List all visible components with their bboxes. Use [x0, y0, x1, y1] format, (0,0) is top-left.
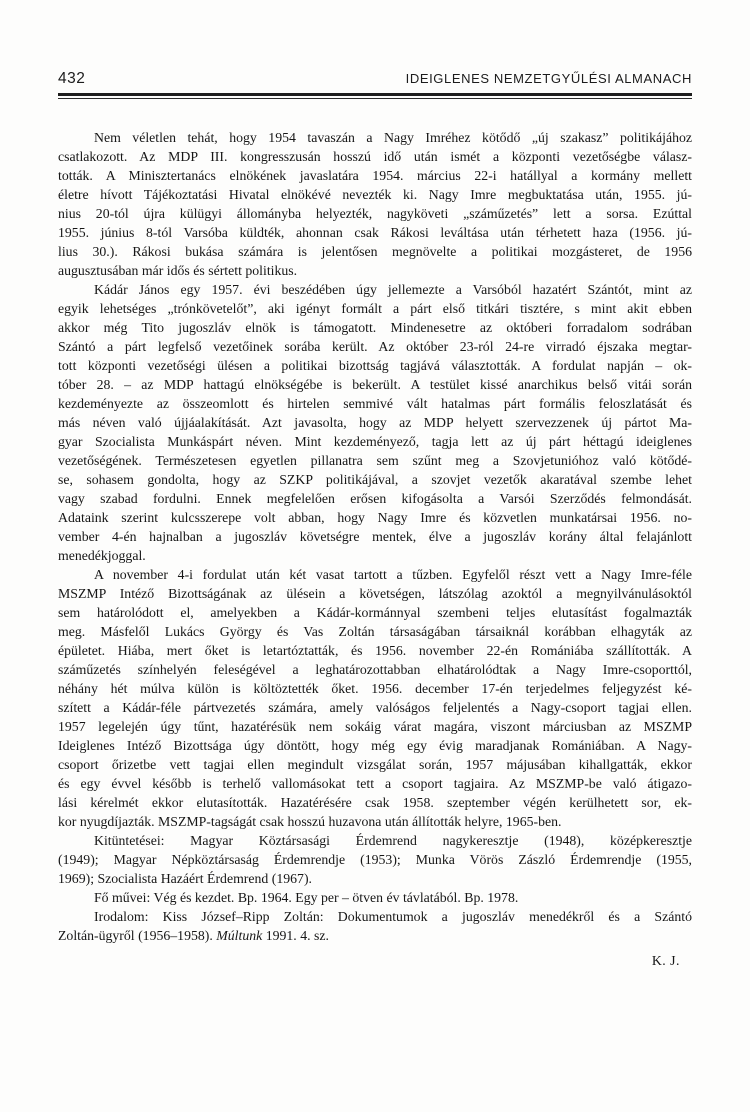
journal-title: IDEIGLENES NEMZETGYŰLÉSI ALMANACH: [405, 71, 692, 86]
text-line: (1949); Magyar Népköztársaság Érdemrendje (1953); Munka Vörös Zászló Érdemrendje (1955,: [58, 852, 692, 867]
text-line: és egy évvel később is terhelő vallomásokat tett a csoport tagjaira. Az MSZMP-be való átigazo-: [58, 776, 692, 791]
plain-text: Zoltán-ügyről (1956–1958).: [58, 928, 217, 943]
text-line: augusztusában már idős és sértett politikus.: [58, 263, 298, 278]
text-line: Adataink szerint kulcsszerepe volt abban, hogy Nagy Imre és közvetlen munkatársai 1956. no-: [58, 510, 692, 525]
text-line: sem határolódott el, amelyekben a Kádár-kormánnyal szembeni teljes elutasítást fogalmazták: [58, 605, 692, 620]
text-line: Ideiglenes Intéző Bizottsága úgy döntött, hogy még egy évig maradjanak Romániában. A Nagy-: [58, 738, 692, 753]
text-line: menedékjoggal.: [58, 548, 146, 563]
text-line: épületet. Hiába, mert őket is letartóztatták, és 1956. november 22-én Romániába szállították. A: [58, 643, 692, 658]
text-line: Fő művei: Vég és kezdet. Bp. 1964. Egy per – ötven év távlatából. Bp. 1978.: [94, 890, 519, 905]
text-line: tott központi vezetőségi ülésen a politikai bizottság tagjává választották. A fordulat napján – ok-: [58, 358, 692, 373]
header-rule: [58, 93, 692, 99]
author-initials: K. J.: [651, 953, 680, 968]
text-line: A november 4-i fordulat után két vasat tartott a tűzben. Egyfelől részt vett a Nagy Imre-féle: [94, 567, 692, 582]
text-line: 1957 legelején úgy tűnt, hazatérésük nem sokáig várat magára, viszont márciusban az MSZMP: [58, 719, 692, 734]
text-line: csatlakozott. Az MDP III. kongresszusán hosszú idő után ismét a központi vezetőségbe válasz-: [58, 149, 692, 164]
text-line: vezetőségének. Természetesen egyetlen pillanatra sem szűnt meg a Szovjetunióhoz való kötődé-: [58, 453, 692, 468]
text-line: tóber 28. – az MDP hattagú elnökségébe is bekerült. A testület kissé anarchikus belső vitái során: [58, 377, 692, 392]
page-number: 432: [58, 70, 86, 87]
text-line: szített a Kádár-féle pártvezetés számára, amely valóságos feljelentés a Nagy-csoport tagjai ellen.: [58, 700, 692, 715]
text-line: néhány hét múlva külön is költöztették őket. 1956. december 17-én terjedelmes feljegyzést ké-: [58, 681, 692, 696]
text-line: Kádár János egy 1957. évi beszédében úgy jellemezte a Varsóból hazatért Szántót, mint az: [94, 282, 692, 297]
text-line: [58, 926, 692, 945]
text-line: csoport őrizetbe vett tagjai ellen megindult vizsgálat során, 1957 májusában kihallgatták, ekkor: [58, 757, 692, 772]
plain-text: 1991. 4. sz.: [262, 928, 329, 943]
text-line: akkor még Tito jugoszláv elnök is támogatott. Mindenesetre az októberi forradalom sodrában: [58, 320, 692, 335]
text-line: kor nyugdíjazták. MSZMP-tagságát csak hosszú huzavona után állították helyre, 1965-ben.: [58, 814, 562, 829]
text-line: Nem véletlen tehát, hogy 1954 tavaszán a Nagy Imréhez kötődő „új szakasz” politikájához: [94, 130, 692, 145]
text-line: 1955. június 8-tól Varsóba küldték, ahonnan csak Rákosi leváltása után térhetett haza (1956. jú-: [58, 225, 692, 240]
text-line: kezdeményezte az összeomlott és hirtelen semmivé vált hatalmas párt formális feloszlatását és: [58, 396, 692, 411]
text-line: lási kérelmét ekkor elutasították. Hazatérésére csak 1958. szeptember végén kerülhetett sor, ek-: [58, 795, 692, 810]
text-line: MSZMP Intéző Bizottságának az ülésein a követségen, látszólag azoktól a megnyilvánulásoktól: [58, 586, 692, 601]
text-line: más néven való újjáalakítását. Azt javasolta, hogy az MDP helyett szervezzenek új pártot Ma-: [58, 415, 692, 430]
italic-text: Múltunk: [216, 928, 263, 943]
text-line: tották. A Minisztertanács elnökének javaslatára 1954. március 22-i hatállyal a kormány mellett: [58, 168, 692, 183]
text-line: egyik lehetséges „trónkövetelőt”, aki igényt formált a párt első titkári tisztére, s mint akit ebben: [58, 301, 692, 316]
text-line: Kitüntetései: Magyar Köztársasági Érdemrend nagykeresztje (1948), középkeresztje: [94, 833, 692, 848]
text-line: lius 30.). Rákosi bukása számára is jelentősen megnövelte a politikai mozgásteret, de 1956: [58, 244, 692, 259]
text-line: Irodalom: Kiss József–Ripp Zoltán: Dokumentumok a jugoszláv menedékről és a Szántó: [94, 909, 692, 924]
text-line: vember 4-én hajnalban a jugoszláv követségre mentek, élve a jugoszláv korány által felajánlott: [58, 529, 692, 544]
text-line: nius 20-tól újra külügyi állományba helyezték, nagyköveti „száműzetés” lett a sorsa. Ezúttal: [58, 206, 692, 221]
text-line: 1969); Szocialista Hazáért Érdemrend (1967).: [58, 871, 312, 886]
text-line: száműzetés színhelyén feleségével a leghatározottabban elhatárolódtak a Nagy Imre-csoporttól,: [58, 662, 692, 677]
text-line: gyar Szocialista Munkáspárt néven. Mint kezdeményező, tagja lett az új párt héttagú ideiglenes: [58, 434, 692, 449]
body-text: [58, 128, 692, 945]
text-line: se, sohasem gondolta, hogy az SZKP politikájával, a szovjet vezetők akaratával szembe lehet: [58, 472, 692, 487]
text-line: meg. Másfelől Lukács György és Vas Zoltán társaságában társaiknál korábban elhagyták az: [58, 624, 692, 639]
text-line: Szántó a párt legfelső vezetőinek sorába került. Az október 23-ról 24-re virradó éjszaka megtar-: [58, 339, 692, 354]
text-line: vagy szabad fordulni. Ennek megfelelően erősen kifogásolta a Varsói Szerződés felmondását.: [58, 491, 692, 506]
text-line: életre hívott Tájékoztatási Hivatal elnökévé nevezték ki. Nagy Imre megbuktatása után, 1955. jú-: [58, 187, 692, 202]
page-header: [58, 70, 692, 88]
